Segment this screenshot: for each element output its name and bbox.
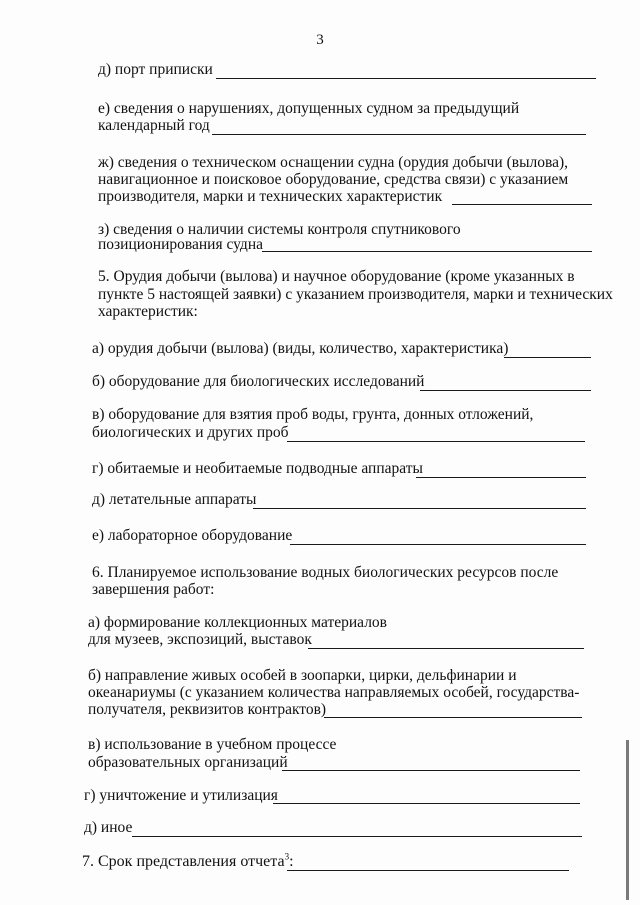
section-7-fill-line[interactable] bbox=[287, 870, 569, 871]
section-7-colon: : bbox=[289, 853, 294, 870]
item-6b-label-line1: б) направление живых особей в зоопарки, цирки, дельфинарии и bbox=[88, 667, 517, 684]
item-4z-label-line1: з) сведения о наличии системы контроля спутникового bbox=[98, 221, 461, 238]
item-4e-label-line1: е) сведения о нарушениях, допущенных судном за предыдущий bbox=[98, 100, 520, 117]
footnote-marker: 3 bbox=[284, 851, 290, 862]
item-5a-label: а) орудия добычи (вылова) (виды, количество, характеристика) bbox=[92, 340, 509, 357]
item-6b-label-line2: океанариумы (с указанием количества направляемых особей, государства- bbox=[88, 684, 580, 701]
section-6-heading-line2: завершения работ: bbox=[92, 581, 215, 598]
item-4zh-fill-line[interactable] bbox=[452, 204, 592, 205]
item-5a-fill-line[interactable] bbox=[504, 357, 591, 358]
item-6v-label-line2: образовательных организаций bbox=[88, 754, 288, 771]
item-4d-fill-line[interactable] bbox=[216, 78, 596, 79]
item-5e-fill-line[interactable] bbox=[290, 544, 586, 545]
section-6-heading-line1: 6. Планируемое использование водных биологических ресурсов после bbox=[92, 564, 559, 581]
item-6b-fill-line[interactable] bbox=[324, 717, 582, 718]
section-7-label-text: 7. Срок представления отчета bbox=[82, 853, 285, 870]
page-number: 3 bbox=[316, 32, 324, 48]
item-4zh-label-line3: производителя, марки и технических характеристик bbox=[98, 188, 443, 205]
item-4e-label-line2: календарный год bbox=[98, 117, 210, 134]
item-4e-fill-line[interactable] bbox=[212, 134, 586, 135]
item-5b-label: б) оборудование для биологических исследований bbox=[92, 373, 425, 390]
item-6v-label-line1: в) использование в учебном процессе bbox=[88, 736, 337, 753]
item-6g-fill-line[interactable] bbox=[273, 803, 580, 804]
section-5-heading-line2: пункте 5 настоящей заявки) с указанием производителя, марки и технических bbox=[98, 286, 613, 303]
item-5g-fill-line[interactable] bbox=[416, 477, 586, 478]
item-6v-fill-line[interactable] bbox=[282, 770, 580, 771]
item-6a-label-line2: для музеев, экспозиций, выставок bbox=[88, 631, 312, 648]
item-6d-label: д) иное bbox=[84, 819, 133, 836]
item-5d-label: д) летательные аппараты bbox=[92, 491, 257, 508]
item-6a-fill-line[interactable] bbox=[308, 648, 584, 649]
item-6b-label-line3: получателя, реквизитов контрактов) bbox=[88, 701, 327, 718]
item-4zh-label-line2: навигационное и поисковое оборудование, средства связи) с указанием bbox=[98, 171, 569, 188]
item-4z-label-line2: позиционирования судна bbox=[98, 236, 263, 253]
item-5g-label: г) обитаемые и необитаемые подводные аппараты bbox=[92, 460, 423, 477]
item-6a-label-line1: а) формирование коллекционных материалов bbox=[88, 614, 388, 631]
item-5b-fill-line[interactable] bbox=[420, 390, 591, 391]
section-5-heading-line1: 5. Орудия добычи (вылова) и научное оборудование (кроме указанных в bbox=[98, 268, 575, 285]
scan-edge-mark bbox=[626, 740, 629, 900]
item-5v-label-line2: биологических и других проб bbox=[92, 424, 289, 441]
section-5-heading-line3: характеристик: bbox=[98, 303, 198, 320]
item-5v-fill-line[interactable] bbox=[287, 441, 585, 442]
item-4d-label: д) порт приписки bbox=[98, 61, 213, 78]
item-4z-fill-line[interactable] bbox=[262, 251, 592, 252]
item-4zh-label-line1: ж) сведения о техническом оснащении судна (орудия добычи (вылова), bbox=[98, 154, 569, 171]
item-5d-fill-line[interactable] bbox=[253, 508, 586, 509]
item-6g-label: г) уничтожение и утилизация bbox=[84, 787, 278, 804]
item-5e-label: е) лабораторное оборудование bbox=[92, 527, 293, 544]
item-6d-fill-line[interactable] bbox=[132, 836, 582, 837]
section-7-label bbox=[82, 853, 294, 870]
item-5v-label-line1: в) оборудование для взятия проб воды, грунта, донных отложений, bbox=[92, 406, 534, 423]
